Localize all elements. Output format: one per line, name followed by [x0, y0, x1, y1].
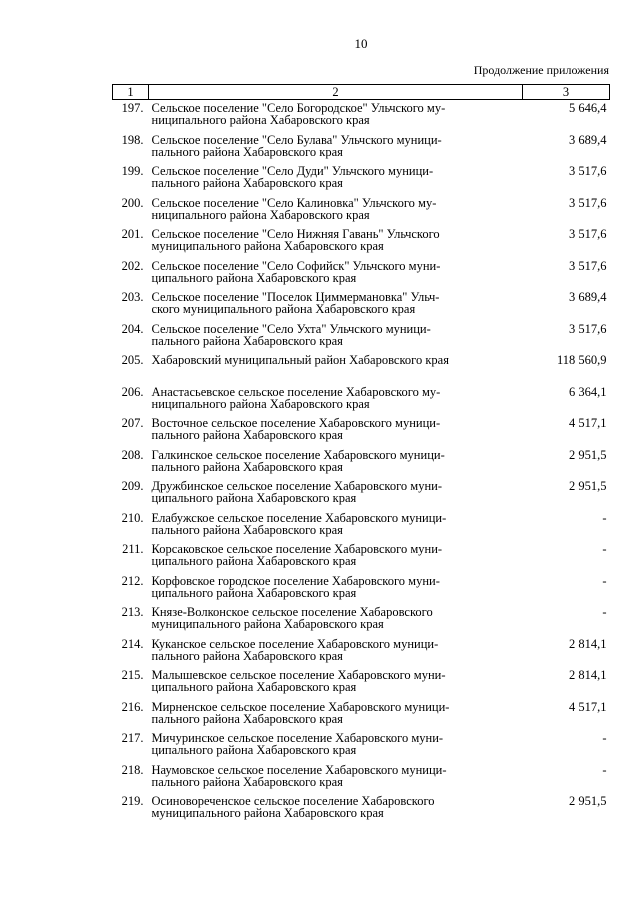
- row-name: [149, 134, 523, 166]
- row-value: 2 951,5: [569, 794, 607, 808]
- row-value: 3 517,6: [569, 258, 607, 273]
- row-name-line: пального района Хабаровского края: [151, 144, 343, 159]
- row-number: 215.: [121, 668, 144, 682]
- table-row: [113, 732, 610, 764]
- row-name-line: ниципального района Хабаровского края: [151, 113, 370, 127]
- row-name: [149, 764, 523, 796]
- table-row: [113, 386, 610, 418]
- row-name: [149, 100, 523, 134]
- table-row: [113, 449, 610, 481]
- row-number: 204.: [121, 321, 144, 336]
- row-name: [149, 354, 523, 386]
- row-value: 2 951,5: [569, 479, 607, 493]
- row-name-line: Сельское поселение "Село Ухта" Ульчского муници-: [151, 321, 431, 336]
- row-name-line: ниципального района Хабаровского края: [151, 207, 370, 222]
- row-value: 3 689,4: [569, 290, 607, 304]
- table-row: [113, 323, 610, 355]
- table-row: [113, 606, 610, 638]
- row-name-line: Сельское поселение "Село Калиновка" Ульчского му-: [151, 195, 437, 210]
- row-number: 211.: [122, 542, 144, 556]
- row-name: [149, 606, 523, 638]
- table-row: [113, 480, 610, 512]
- row-name-line: Мирненское сельское поселение Хабаровского муници-: [151, 699, 450, 714]
- table-row: [113, 795, 610, 827]
- table-row: [113, 575, 610, 607]
- table-row: [113, 701, 610, 733]
- header-col-number: 1: [113, 85, 149, 100]
- row-name: [149, 701, 523, 733]
- row-name: [149, 291, 523, 323]
- row-name: [149, 260, 523, 292]
- table-row: [113, 228, 610, 260]
- table-row: [113, 260, 610, 292]
- row-name: [149, 228, 523, 260]
- row-name-line: пального района Хабаровского края: [151, 648, 343, 663]
- row-name-line: Сельское поселение "Село Нижняя Гавань" Ульчского: [151, 227, 440, 241]
- table-row: [113, 638, 610, 670]
- table-row: [113, 669, 610, 701]
- row-name: [149, 449, 523, 481]
- row-number: 206.: [121, 384, 144, 399]
- row-value: 3 517,6: [569, 321, 607, 336]
- row-value: -: [602, 731, 607, 745]
- row-name-line: Хабаровский муниципальный район Хабаровского края: [151, 353, 449, 367]
- row-value: 3 517,6: [569, 195, 607, 210]
- row-value: 4 517,1: [569, 699, 607, 714]
- row-name-line: Мичуринское сельское поселение Хабаровского муни-: [151, 731, 444, 745]
- row-number: 202.: [121, 258, 144, 273]
- row-name-line: ципального района Хабаровского края: [151, 554, 357, 568]
- header-row: [113, 85, 610, 100]
- row-name-line: пального района Хабаровского края: [151, 711, 343, 726]
- row-value: -: [602, 605, 607, 619]
- row-name-line: Малышевское сельское поселение Хабаровского муни-: [151, 668, 446, 682]
- row-name-line: Елабужское сельское поселение Хабаровского муници-: [151, 510, 447, 525]
- row-name-line: муниципального района Хабаровского края: [151, 806, 384, 820]
- row-name-line: Восточное сельское поселение Хабаровского муници-: [151, 416, 441, 430]
- table-row: [113, 512, 610, 544]
- table-row: [113, 197, 610, 229]
- row-name: [149, 165, 523, 197]
- row-name-line: Сельское поселение "Село Булава" Ульчского муници-: [151, 132, 442, 147]
- row-name: [149, 197, 523, 229]
- table-row: [113, 291, 610, 323]
- row-name-line: пального района Хабаровского края: [151, 333, 343, 348]
- row-value: -: [602, 542, 607, 556]
- row-number: 212.: [121, 573, 144, 588]
- header-col-name: 2: [149, 85, 523, 100]
- row-number: 197.: [121, 101, 144, 115]
- row-value: 5 646,4: [569, 101, 607, 115]
- continuation-label: Продолжение приложения: [473, 63, 609, 77]
- row-name: [149, 323, 523, 355]
- table-row: [113, 354, 610, 386]
- row-name-line: Корфовское городское поселение Хабаровского муни-: [151, 573, 440, 588]
- row-number: 209.: [121, 479, 144, 493]
- row-name-line: Корсаковское сельское поселение Хабаровского муни-: [151, 542, 443, 556]
- table-row: [113, 417, 610, 449]
- row-number: 205.: [121, 353, 144, 367]
- table-header: [113, 85, 610, 100]
- row-number: 217.: [121, 731, 144, 745]
- row-name-line: Сельское поселение "Село Богородское" Ульчского му-: [151, 101, 446, 115]
- row-name-line: Галкинское сельское поселение Хабаровского муници-: [151, 447, 445, 462]
- row-value: 2 814,1: [569, 668, 607, 682]
- row-number: 214.: [121, 636, 144, 651]
- row-name-line: Наумовское сельское поселение Хабаровского муници-: [151, 762, 447, 777]
- row-name-line: муниципального района Хабаровского края: [151, 239, 384, 253]
- table-row: [113, 543, 610, 575]
- row-name-line: ципального района Хабаровского края: [151, 680, 357, 694]
- table-row: [113, 165, 610, 197]
- row-number: 203.: [121, 290, 144, 304]
- table-row: [113, 764, 610, 796]
- row-value: 3 689,4: [569, 132, 607, 147]
- row-name-line: пального района Хабаровского края: [151, 176, 343, 190]
- row-name-line: Анастасьевское сельское поселение Хабаровского му-: [151, 384, 441, 399]
- row-number: 198.: [121, 132, 144, 147]
- row-value: 4 517,1: [569, 416, 607, 430]
- row-number: 199.: [121, 164, 144, 178]
- row-name-line: ципального района Хабаровского края: [151, 743, 357, 757]
- row-value: 2 951,5: [569, 447, 607, 462]
- appendix-table-container: [112, 84, 609, 827]
- table-row: [113, 100, 610, 134]
- page-number: 10: [354, 36, 368, 51]
- row-value: 6 364,1: [569, 384, 607, 399]
- row-name: [149, 417, 523, 449]
- row-name-line: ниципального района Хабаровского края: [151, 396, 370, 411]
- row-value: 3 517,6: [569, 164, 607, 178]
- row-name-line: пального района Хабаровского края: [151, 522, 343, 537]
- row-value: 118 560,9: [556, 353, 607, 367]
- row-value: -: [602, 510, 607, 525]
- row-number: 201.: [121, 227, 144, 241]
- row-name: [149, 512, 523, 544]
- row-name-line: Сельское поселение "Село Дуди" Ульчского муници-: [151, 164, 434, 178]
- row-name-line: Куканское сельское поселение Хабаровского муници-: [151, 636, 439, 651]
- row-name: [149, 795, 523, 827]
- table-row: [113, 134, 610, 166]
- row-name-line: муниципального района Хабаровского края: [151, 617, 384, 631]
- row-name: [149, 543, 523, 575]
- row-number: 200.: [121, 195, 144, 210]
- row-name-line: Дружбинское сельское поселение Хабаровского муни-: [151, 479, 442, 493]
- row-name-line: ского муниципального района Хабаровского края: [151, 302, 416, 316]
- row-name: [149, 638, 523, 670]
- row-name: [149, 575, 523, 607]
- row-number: 208.: [121, 447, 144, 462]
- row-name-line: пального района Хабаровского края: [151, 774, 343, 789]
- row-number: 216.: [121, 699, 144, 714]
- row-number: 210.: [121, 510, 144, 525]
- row-number: 213.: [121, 605, 144, 619]
- row-name-line: пального района Хабаровского края: [151, 428, 343, 442]
- row-value: 2 814,1: [569, 636, 607, 651]
- header-col-value: 3: [523, 85, 610, 100]
- table-body: [113, 100, 610, 827]
- row-value: 3 517,6: [569, 227, 607, 241]
- row-name-line: ципального района Хабаровского края: [151, 491, 357, 505]
- row-name-line: ципального района Хабаровского края: [151, 585, 357, 600]
- row-name-line: Князе-Волконское сельское поселение Хабаровского: [151, 605, 433, 619]
- row-name: [149, 480, 523, 512]
- row-number: 218.: [121, 762, 144, 777]
- row-number: 219.: [121, 794, 144, 808]
- row-name-line: пального района Хабаровского края: [151, 459, 343, 474]
- row-value: -: [602, 573, 607, 588]
- row-name: [149, 669, 523, 701]
- row-name: [149, 386, 523, 418]
- row-name-line: Сельское поселение "Поселок Циммермановка" Ульч-: [151, 290, 440, 304]
- row-name-line: ципального района Хабаровского края: [151, 270, 357, 285]
- row-name: [149, 732, 523, 764]
- appendix-table: [112, 84, 610, 827]
- row-value: -: [602, 762, 607, 777]
- row-name-line: Сельское поселение "Село Софийск" Ульчского муни-: [151, 258, 441, 273]
- row-name-line: Осиновореченское сельское поселение Хабаровского: [151, 794, 435, 808]
- row-number: 207.: [121, 416, 144, 430]
